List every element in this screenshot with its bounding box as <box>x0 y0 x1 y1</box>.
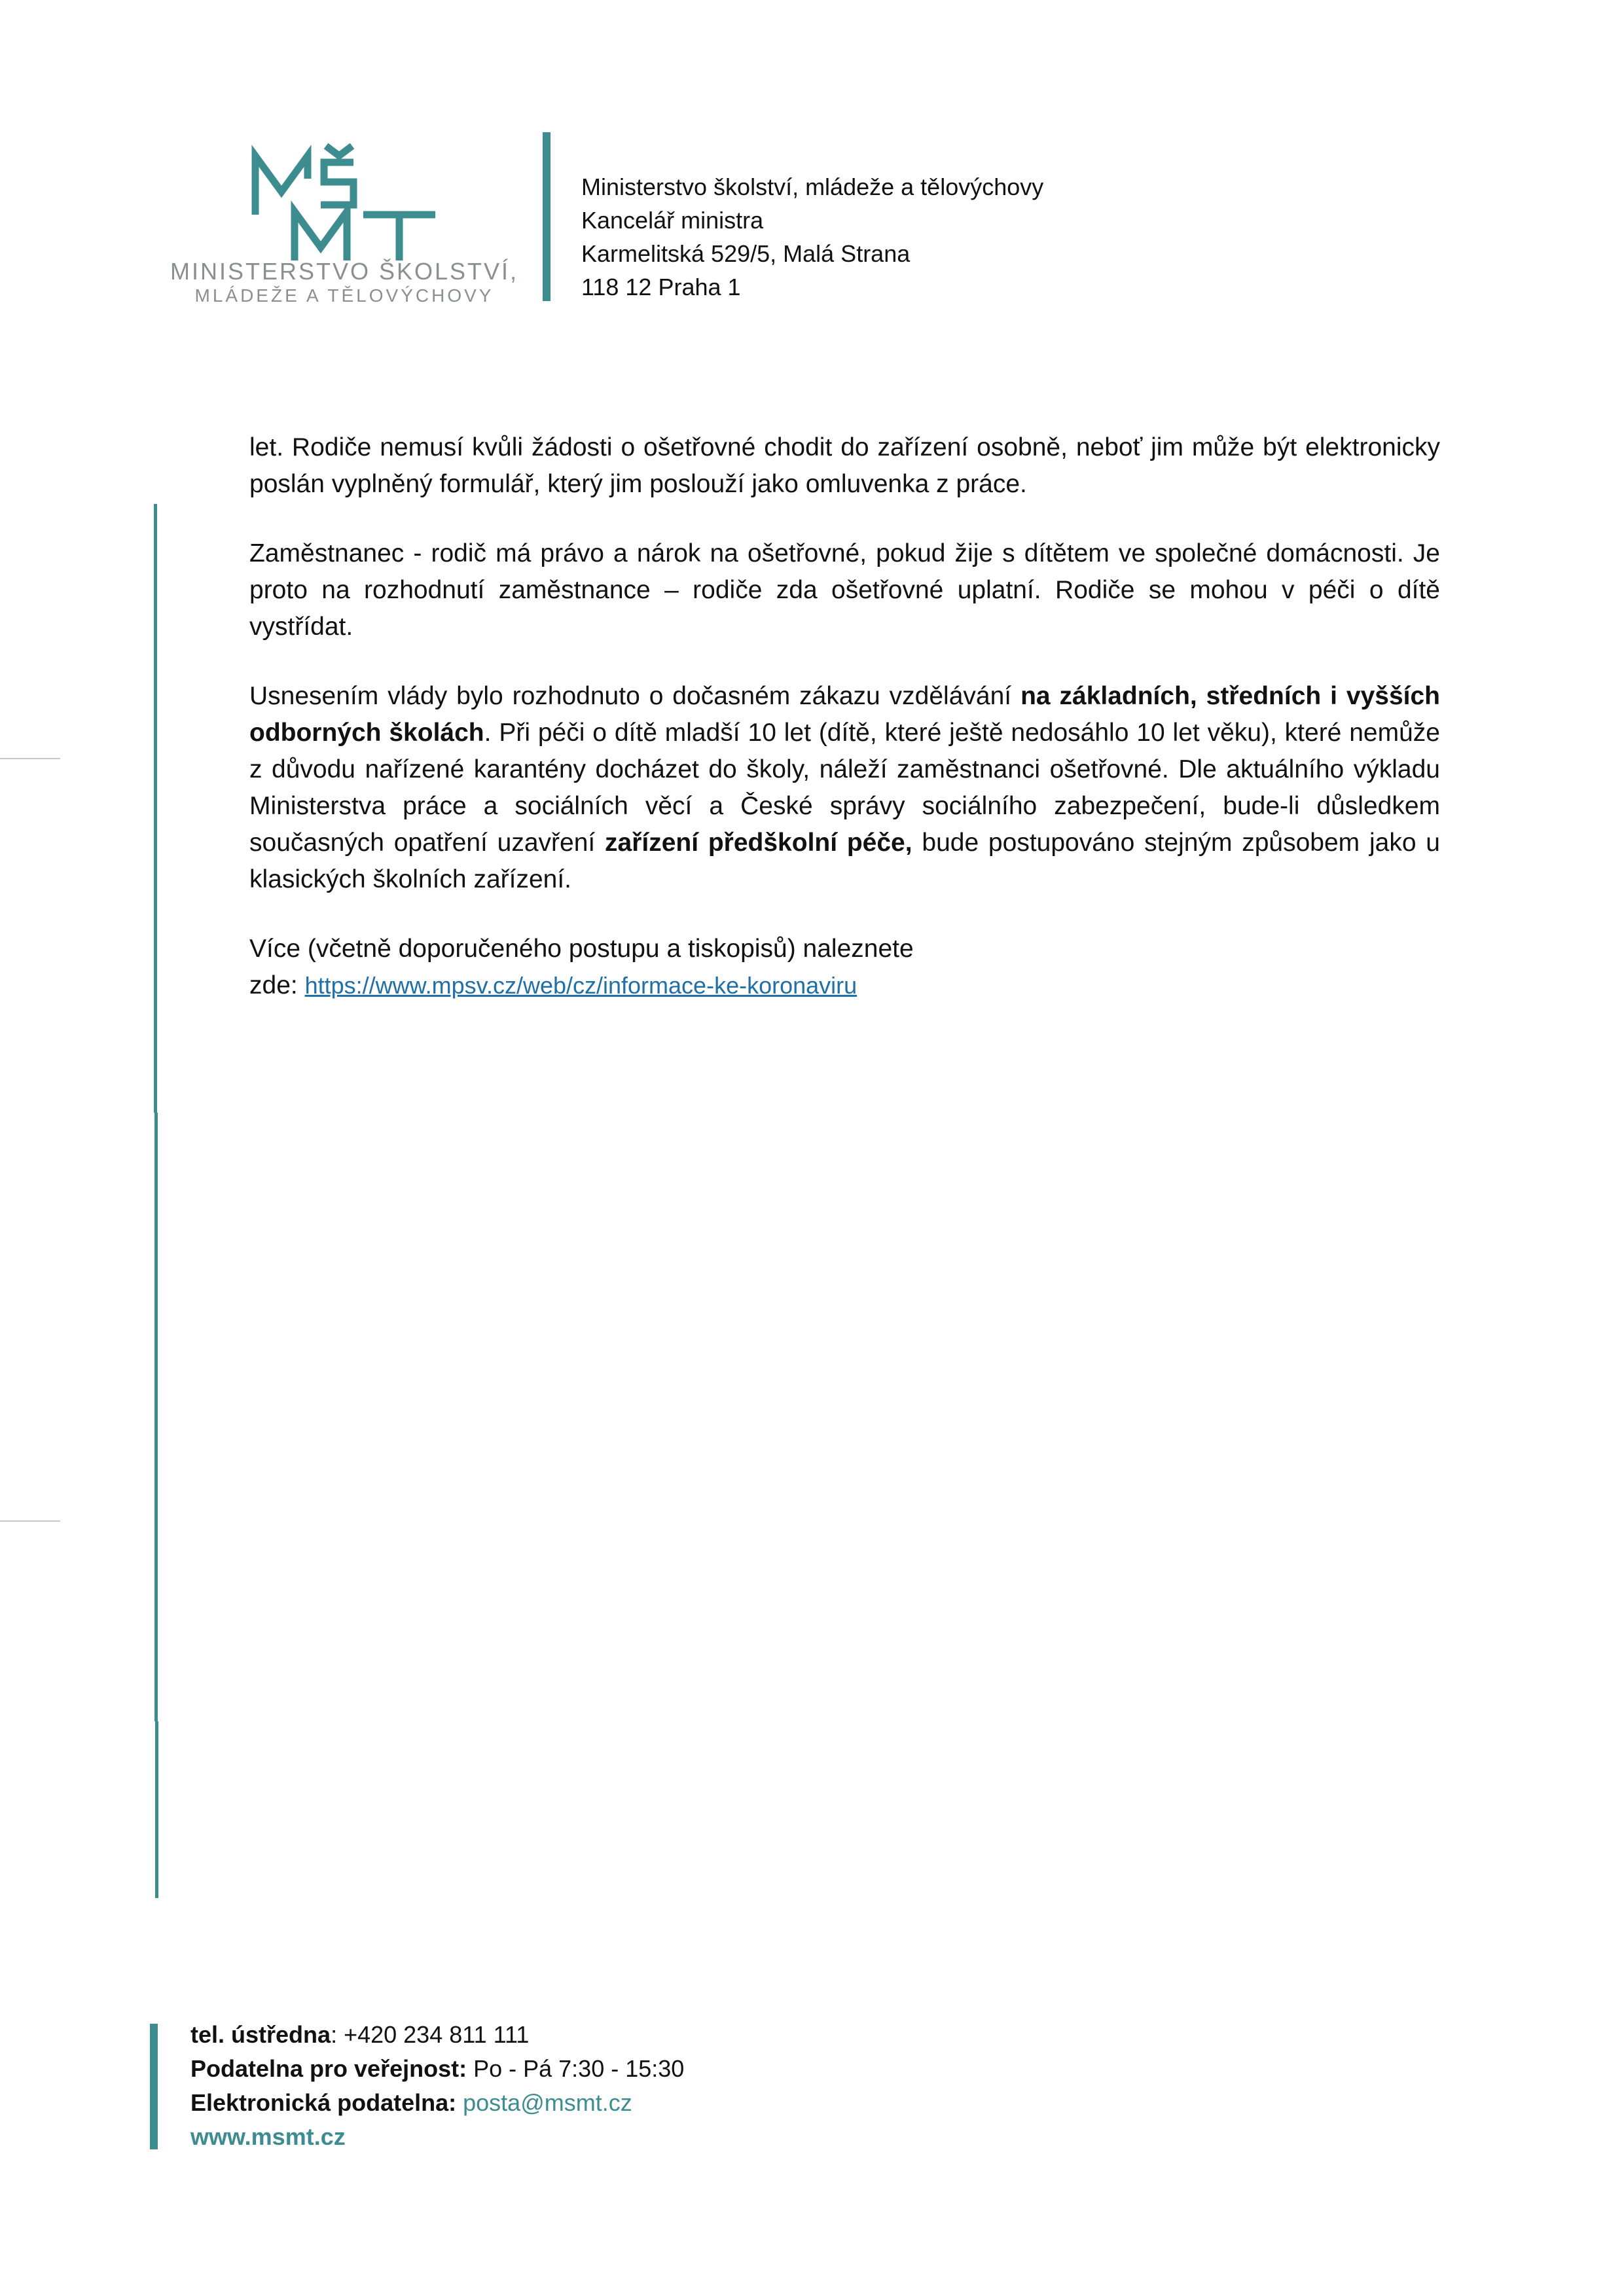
text-span: zde: <box>249 971 305 999</box>
footer-label: Podatelna pro veřejnost: <box>190 2055 467 2082</box>
paragraph: let. Rodiče nemusí kvůli žádosti o ošetřovné chodit do zařízení osobně, neboť jim může být elektronicky poslán vyplněný formulář, který jim poslouží jako omluvenka z práce. <box>249 433 1440 498</box>
fold-mark <box>0 1520 60 1522</box>
text-span: Usnesením vlády bylo rozhodnuto o dočasném zákazu vzdělávání <box>249 682 1021 710</box>
paragraph <box>249 678 1440 898</box>
footer-label: tel. ústředna <box>190 2021 331 2048</box>
footer-label: Elektronická podatelna: <box>190 2089 457 2116</box>
footer-divider-bar <box>150 2024 158 2149</box>
msmt-logo-mark <box>249 143 439 267</box>
footer-value: : +420 234 811 111 <box>331 2021 530 2048</box>
bold-span: zařízení předškolní péče, <box>605 829 912 857</box>
text-span: bude postupováno stejným způsobem jako u klasických školních zařízení. <box>249 829 1440 893</box>
website-link[interactable]: www.msmt.cz <box>190 2123 346 2150</box>
footer-phone <box>190 2018 684 2052</box>
paragraph: Zaměstnanec - rodič má právo a nárok na ošetřovné, pokud žije s dítětem ve společné domácnosti. Je proto na rozhodnutí zaměstnance – rodiče zda ošetřovné uplatní. Rodiče se mohou v péči o dítě vystřídat. <box>249 539 1440 641</box>
sender-address <box>581 170 1043 304</box>
email-link[interactable]: posta@msmt.cz <box>463 2089 632 2116</box>
bold-span: na základních, středních i vyšších odborných školách <box>249 682 1440 747</box>
text-span: Více (včetně doporučeného postupu a tiskopisů) naleznete <box>249 935 914 963</box>
letter-body <box>249 429 1440 1037</box>
address-line: 118 12 Praha 1 <box>581 274 741 300</box>
text-span: . Při péči o dítě mladší 10 let (dítě, které ještě nedosáhlo 10 let věku), které nemůže z důvodu nařízené karantény docházet do školy, náleží zaměstnanci ošetřovné. Dle aktuálního výkladu Ministerstva práce a sociálních věcí a České správy sociálního zabezpečení, bude-li důsledkem současných opatření uzavření <box>249 719 1440 857</box>
fold-mark <box>0 758 60 759</box>
footer-contacts <box>190 2018 684 2154</box>
address-line: Kancelář ministra <box>581 207 764 234</box>
mpsv-link[interactable]: https://www.mpsv.cz/web/cz/informace-ke-koronaviru <box>304 972 857 999</box>
left-margin-rule <box>154 504 157 1113</box>
address-line: Ministerstvo školství, mládeže a tělovýchovy <box>581 173 1044 200</box>
left-margin-rule <box>154 1113 158 1721</box>
logo-text-line2: MLÁDEŽE A TĚLOVÝCHOVY <box>194 285 494 306</box>
left-margin-rule <box>155 1721 158 1898</box>
footer-office-hours <box>190 2052 684 2086</box>
footer-web <box>190 2120 684 2154</box>
footer-e-office <box>190 2086 684 2120</box>
address-line: Karmelitská 529/5, Malá Strana <box>581 240 911 267</box>
header-divider-bar <box>543 132 550 301</box>
footer-value: Po - Pá 7:30 - 15:30 <box>467 2055 685 2082</box>
paragraph <box>249 931 1440 1004</box>
logo-text-line1: MINISTERSTVO ŠKOLSTVÍ, <box>170 258 519 285</box>
